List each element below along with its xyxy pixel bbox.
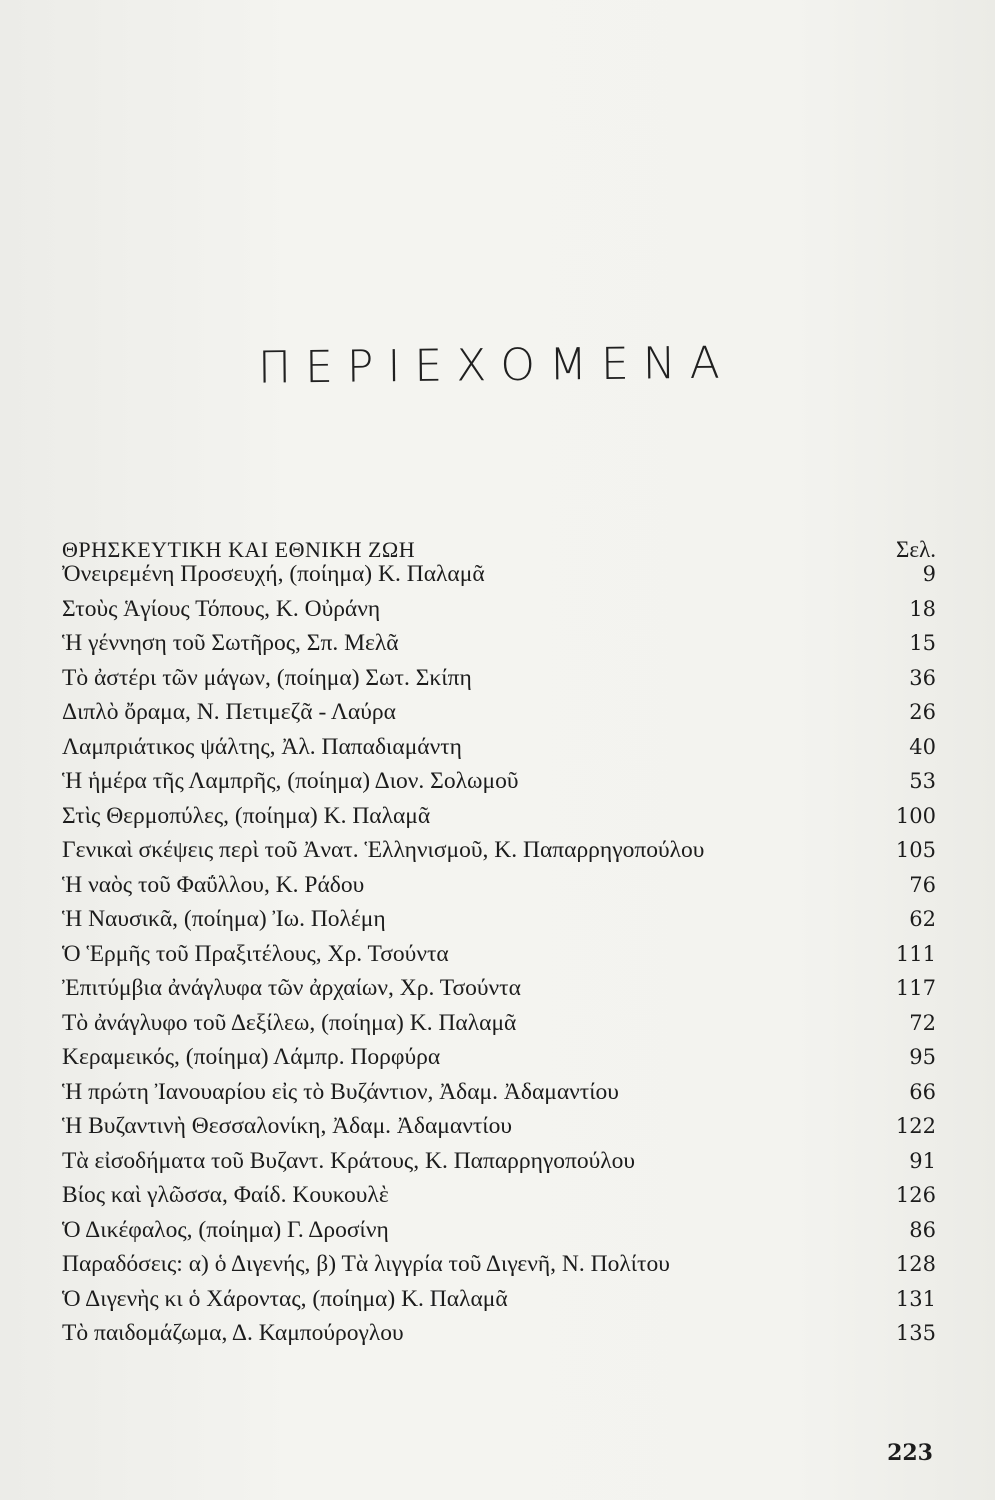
toc-entry [62,1182,936,1217]
page-column-label: Σελ. [896,537,936,562]
toc-entry-page: 26 [909,700,936,724]
entry-list [62,561,936,1355]
toc-entry-title: Γενικαὶ σκέψεις περὶ τοῦ Ἀνατ. Ἑλληνισμοῦ, Κ. Παπαρρηγοπούλου [62,837,705,863]
toc-entry [62,872,936,907]
toc-entry [62,803,936,838]
toc-entry [62,1286,936,1321]
toc-entry-title: Βίος καὶ γλῶσσα, Φαίδ. Κουκουλὲ [62,1182,389,1208]
toc-entry [62,906,936,941]
toc-entry-title: Ὁ Ἑρμῆς τοῦ Πραξιτέλους, Χρ. Τσούντα [62,940,449,967]
toc-entry [62,1044,936,1079]
toc-entry-page: 126 [895,1183,936,1207]
toc-entry-title: Ἡ Βυζαντινὴ Θεσσαλονίκη, Ἀδαμ. Ἀδαμαντίου [62,1113,512,1139]
toc-entry-page: 86 [909,1217,936,1242]
toc-entry-title: Τὸ παιδομάζωμα, Δ. Καμπούρογλου [62,1320,404,1346]
toc-entry-page: 66 [909,1079,936,1104]
toc-entry-title: Ἡ γέννηση τοῦ Σωτῆρος, Σπ. Μελᾶ [62,630,399,656]
section-header-row [62,525,936,561]
toc-entry-page: 40 [909,734,936,759]
toc-entry-page: 128 [895,1252,936,1276]
toc-entry [62,665,936,700]
toc-entry-title: Λαμπριάτικος ψάλτης, Ἀλ. Παπαδιαμάντη [62,733,462,760]
toc-entry-page: 122 [895,1114,936,1138]
toc-entry-title: Ἐπιτύμβια ἀνάγλυφα τῶν ἀρχαίων, Χρ. Τσούντα [62,975,521,1001]
toc-entry [62,1217,936,1252]
toc-entry-title: Τὸ ἀνάγλυφο τοῦ Δεξίλεω, (ποίημα) Κ. Παλαμᾶ [62,1009,517,1036]
toc-entry-title: Στὶς Θερμοπύλες, (ποίημα) Κ. Παλαμᾶ [62,802,431,829]
toc-entry-page: 9 [922,562,936,586]
toc-entry [62,561,936,596]
section-heading: ΘΡΗΣΚΕΥΤΙΚΗ ΚΑΙ ΕΘΝΙΚΗ ΖΩΗ [62,537,416,562]
toc-entry-page: 111 [895,941,936,966]
toc-entry [62,941,936,976]
toc-entry-page: 91 [909,1148,936,1173]
toc-entry-title: Παραδόσεις: α) ὁ Διγενής, β) Τὰ λιγγρία τοῦ Διγενῆ, Ν. Πολίτου [62,1251,670,1277]
toc-entry-page: 36 [909,665,936,690]
page-number: 223 [887,1440,933,1466]
toc-entry-title: Διπλὸ ὄραμα, Ν. Πετιμεζᾶ - Λαύρα [62,699,396,725]
toc-entry-title: Ἡ ναὸς τοῦ Φαΰλλου, Κ. Ράδου [62,871,365,898]
toc-entry-page: 62 [909,907,936,931]
toc-entry [62,1079,936,1114]
toc-entry-page: 15 [909,631,936,655]
toc-entry-page: 117 [895,976,936,1000]
toc-entry-title: Ἡ πρώτη Ἰανουαρίου εἰς τὸ Βυζάντιον, Ἀδαμ. Ἀδαμαντίου [62,1078,619,1105]
toc-entry [62,1113,936,1148]
toc-entry-page: 72 [909,1010,936,1035]
toc-entry-page: 18 [909,596,936,621]
toc-entry-title: Κεραμεικός, (ποίημα) Λάμπρ. Πορφύρα [62,1044,441,1070]
toc-entry [62,768,936,803]
toc-entry [62,734,936,769]
toc-entry-page: 100 [895,803,936,828]
toc-entry-page: 95 [909,1045,936,1069]
toc-entry [62,699,936,734]
toc-entry-page: 131 [895,1286,936,1311]
toc-entry [62,1251,936,1286]
toc-entry-title: Ὁ Δικέφαλος, (ποίημα) Γ. Δροσίνη [62,1216,389,1243]
toc-entry [62,630,936,665]
toc-entry-title: Ὀνειρεμένη Προσευχή, (ποίημα) Κ. Παλαμᾶ [62,561,485,587]
toc-entry-title: Ἡ Ναυσικᾶ, (ποίημα) Ἰω. Πολέμη [62,906,386,932]
toc-entry-title: Τὰ εἰσοδήματα τοῦ Βυζαντ. Κράτους, Κ. Παπαρρηγοπούλου [62,1147,636,1174]
toc-entry [62,1320,936,1355]
toc-entry-page: 76 [909,872,936,897]
toc-entry-page: 105 [895,838,936,862]
page-title: ΠΕΡΙΕΧΟΜΕΝΑ [257,337,735,394]
toc-entry-title: Τὸ ἀστέρι τῶν μάγων, (ποίημα) Σωτ. Σκίπη [62,664,472,691]
toc-entry-title: Ἡ ἡμέρα τῆς Λαμπρῆς, (ποίημα) Διον. Σολωμοῦ [62,768,519,794]
toc-entry-page: 53 [909,769,936,793]
toc-entry-page: 135 [895,1321,936,1345]
toc-entry [62,1148,936,1183]
table-of-contents [62,525,936,1355]
toc-entry [62,596,936,631]
toc-entry-title: Στοὺς Ἁγίους Τόπους, Κ. Οὐράνη [62,595,381,622]
toc-entry [62,975,936,1010]
toc-entry [62,837,936,872]
toc-entry-title: Ὁ Διγενὴς κι ὁ Χάροντας, (ποίημα) Κ. Παλαμᾶ [62,1285,508,1312]
toc-entry [62,1010,936,1045]
